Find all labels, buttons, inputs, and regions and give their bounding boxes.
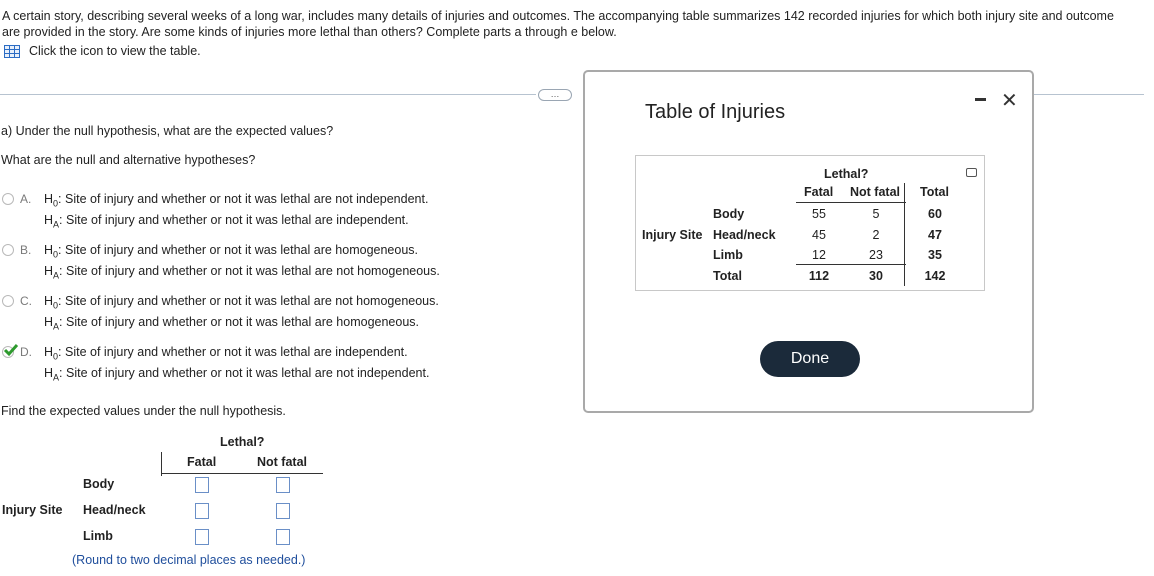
minimize-icon[interactable] [975,98,986,101]
body-fatal-input[interactable] [195,477,209,493]
done-button[interactable]: Done [760,341,860,377]
option-b-alt: Site of injury and whether or not it was lethal are not homogeneous. [66,264,440,278]
col-not-fatal: Not fatal [257,455,307,469]
cell-value: 55 [812,207,826,221]
option-a-null: Site of injury and whether or not it was lethal are not independent. [65,192,429,206]
cell-total: 142 [924,269,946,283]
col-fatal: Fatal [187,455,217,469]
option-c-alt: Site of injury and whether or not it was lethal are homogeneous. [66,315,420,329]
table-divider [796,202,906,203]
row-label: Head/neck [713,228,776,242]
lethal-header: Lethal? [220,435,265,449]
cell-total: 47 [928,228,942,242]
hypothesis-question: What are the null and alternative hypotheses? [1,153,256,167]
limb-fatal-input[interactable] [195,529,209,545]
row-body: Body [83,477,115,491]
cell-value: 5 [872,207,880,221]
option-a-radio[interactable] [2,193,14,205]
option-b-null: Site of injury and whether or not it was lethal are homogeneous. [65,243,419,257]
section-divider [0,94,536,95]
dialog-title: Table of Injuries [645,101,786,123]
checkmark-icon [3,343,19,357]
cell-value: 12 [812,248,826,262]
option-b-letter: B. [20,243,32,257]
rounding-note: (Round to two decimal places as needed.) [72,553,306,567]
table-divider [796,264,906,265]
view-table-link[interactable] [4,44,201,58]
find-expected-prompt: Find the expected values under the null hypothesis. [1,404,286,418]
option-c-null: Site of injury and whether or not it was lethal are not homogeneous. [65,294,439,308]
problem-statement: A certain story, describing several weeks of a long war, includes many details of injuries and outcomes. The accompanying table summarizes 142 recorded injuries for which both injury site and outcome are provided in the story. Are some kinds of injuries more lethal than others? Complete parts a through e below. [2,9,1114,39]
option-d-letter: D. [20,345,32,359]
head-neck-not-fatal-input[interactable] [276,503,290,519]
row-head-neck: Head/neck [83,503,146,517]
col-fatal: Fatal [804,185,834,199]
option-c-radio[interactable] [2,295,14,307]
option-c-letter: C. [20,294,32,308]
table-divider [904,183,905,286]
row-label: Total [713,269,742,283]
h0-symbol: $H_0$: [44,192,62,209]
cell-value: 45 [812,228,826,242]
cell-total: 60 [928,207,942,221]
close-icon[interactable]: ✕ [1001,90,1018,112]
part-a-question: a) Under the null hypothesis, what are the expected values? [1,124,334,138]
col-not-fatal: Not fatal [850,185,900,199]
lethal-header: Lethal? [824,167,869,181]
table-dialog [583,70,1034,413]
table-divider [161,473,323,474]
row-limb: Limb [83,529,113,543]
col-total: Total [920,185,949,199]
ha-symbol: $H_A$: [44,315,63,332]
option-d-alt: Site of injury and whether or not it was lethal are not independent. [66,366,430,380]
cell-total: 112 [808,269,830,283]
table-icon[interactable] [4,45,20,58]
expand-more-button[interactable]: … [538,89,572,101]
ha-symbol: $H_A$: [44,264,63,281]
option-a-letter: A. [20,192,32,206]
injury-table [635,155,985,291]
limb-not-fatal-input[interactable] [276,529,290,545]
h0-symbol: $H_0$: [44,243,62,260]
option-a-alt: Site of injury and whether or not it was lethal are independent. [66,213,409,227]
h0-symbol: $H_0$: [44,294,62,311]
cell-total: 35 [928,248,942,262]
ha-symbol: $H_A$: [44,213,63,230]
section-divider [1034,94,1144,95]
ha-symbol: $H_A$: [44,366,63,383]
row-label: Body [713,207,745,221]
cell-total: 30 [869,269,883,283]
h0-symbol: $H_0$: [44,345,62,362]
head-neck-fatal-input[interactable] [195,503,209,519]
option-d-null: Site of injury and whether or not it was lethal are independent. [65,345,408,359]
option-b-radio[interactable] [2,244,14,256]
cell-value: 2 [872,228,880,242]
view-table-text[interactable]: Click the icon to view the table. [29,44,201,58]
row-group-label: Injury Site [2,503,63,517]
body-not-fatal-input[interactable] [276,477,290,493]
cell-value: 23 [869,248,883,262]
row-label: Limb [713,248,743,262]
row-group-label: Injury Site [642,228,703,242]
